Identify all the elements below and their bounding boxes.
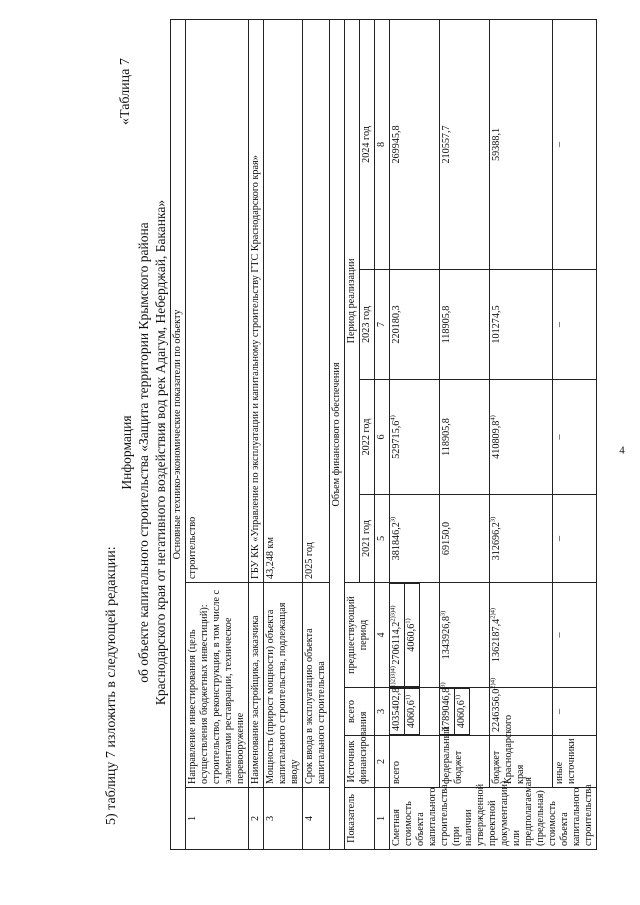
title-line-1: Информация [119, 415, 134, 490]
year-2021-cell-value: 69150,0 [441, 521, 453, 556]
year-2023-cell [440, 270, 490, 380]
info-row [303, 19, 330, 849]
total-cell-extra-note: 1) [454, 694, 462, 701]
col-number: 3 [375, 688, 390, 736]
year-2021-cell [390, 495, 440, 583]
info-num: 4 [303, 788, 330, 850]
info-label: Наименование застройщика, заказчика [249, 583, 264, 788]
previous-cell-extra-value: 4060,6 [406, 623, 417, 652]
info-table [170, 19, 597, 850]
section-financing: Объем финансового обеспечения [330, 19, 345, 849]
year-2022-cell-value: 410809,8 [491, 420, 503, 459]
year-2021-cell-note: 3) [389, 516, 397, 523]
financing-row [440, 19, 490, 849]
year-2024-cell [553, 19, 597, 269]
source-cell: федеральный бюджет [440, 736, 490, 788]
year-2022-cell [490, 380, 553, 495]
year-2023-cell [490, 270, 553, 380]
section-tech-indicators: Основные технико-экономические показатели по объекту [171, 19, 186, 849]
total-cell-note: 3) [439, 682, 447, 688]
source-cell: иные источники [553, 736, 597, 788]
previous-cell [490, 583, 553, 688]
total-cell-note: 2)4) [489, 677, 497, 689]
year-2024-cell-value: 210557,7 [441, 125, 453, 164]
previous-cell [553, 583, 597, 688]
info-row [249, 19, 264, 849]
financing-row [490, 19, 553, 849]
total-cell [489, 677, 553, 736]
total-cell-value: 4035402,8 [391, 687, 402, 731]
total-cell [389, 666, 440, 736]
header-2022: 2022 год [360, 380, 375, 495]
previous-cell-note: 2)4) [489, 607, 497, 619]
year-2022-cell-value: – [554, 434, 566, 440]
total-cell-value: – [554, 708, 566, 715]
header-indicator: Показатель [345, 788, 375, 850]
total-cell-extra-note: 1) [404, 694, 412, 701]
total-cell [553, 688, 597, 736]
total-cell-note: 1)2)3)4) [389, 666, 397, 688]
info-value: 2025 год [303, 19, 330, 582]
info-row [186, 19, 249, 849]
previous-cell-extra-note: 1) [404, 618, 412, 624]
year-2022-cell [390, 380, 440, 495]
header-previous: предшествующий период [345, 583, 375, 688]
year-2021-cell [440, 495, 490, 583]
header-2021: 2021 год [360, 495, 375, 583]
previous-cell-value: – [554, 632, 566, 638]
previous-cell-value: 1362187,4 [491, 618, 503, 663]
year-2022-cell-value: 118905,8 [441, 418, 453, 456]
info-value: 43,248 км [264, 19, 303, 582]
indicator-cell: Сметная стоимость объекта капитального строительства (при наличии утвержденной проектной документации) или предполагаемая (предельная) стоимость объекта капитального строительства [390, 788, 597, 850]
col-number: 2 [375, 736, 390, 788]
previous-cell-note: 2)3)4) [389, 605, 397, 622]
header-total: всего [345, 688, 375, 736]
title-line-2: об объекте капитального строительства «Защита территории Крымского района [136, 222, 151, 683]
info-row [264, 19, 303, 849]
previous-cell-value: 2706114,2 [391, 621, 402, 665]
year-2024-cell [490, 19, 553, 269]
header-source: Источник финансирования [345, 736, 375, 788]
col-number: 5 [375, 495, 390, 583]
financing-row [390, 19, 440, 849]
previous-cell [390, 583, 440, 688]
table-label: «Таблица 7 [118, 58, 133, 125]
col-number: 8 [375, 19, 390, 269]
source-cell: всего [390, 736, 440, 788]
year-2021-cell [490, 495, 553, 583]
col-number: 7 [375, 270, 390, 380]
total-cell-extra-value: 4060,6 [456, 700, 468, 729]
year-2024-cell-value: 59388,1 [491, 127, 503, 161]
info-num: 3 [264, 788, 303, 850]
year-2023-cell [553, 270, 597, 380]
year-2022-cell-note: 4) [489, 415, 497, 421]
year-2023-cell [390, 270, 440, 380]
year-2024-cell [390, 19, 440, 269]
year-2023-cell-value: 101274,5 [491, 305, 503, 344]
intro-text: 5) таблицу 7 изложить в следующей редакции: [104, 546, 119, 825]
col-number: 1 [375, 788, 390, 850]
source-cell: бюджет Краснодарского края [490, 736, 553, 788]
year-2023-cell-value: 118905,8 [441, 305, 453, 344]
year-2021-cell-value: – [554, 535, 566, 542]
title-line-3: Краснодарского края от негативного воздействия вод рек Адагум, Неберджай, Баканка» [153, 199, 168, 706]
year-2024-cell-value: 269945,8 [391, 125, 402, 164]
col-number: 4 [375, 583, 390, 688]
year-2022-cell-note: 4) [389, 415, 397, 421]
year-2022-cell [553, 380, 597, 495]
financing-row [553, 19, 597, 849]
info-label: Направление инвестирования (цель осуществления бюджетных инвестиций): строительство, реконструкция, в том числе с элементами реставрации, техническое перевооружение [186, 583, 249, 788]
info-label: Срок ввода в эксплуатацию объекта капитального строительства [303, 583, 330, 788]
previous-cell-value: 1343926,8 [441, 616, 453, 660]
year-2021-cell-note: 3) [489, 516, 497, 523]
year-2024-cell-value: – [554, 141, 566, 147]
header-2023: 2023 год [360, 270, 375, 380]
year-2021-cell-value: 312696,2 [491, 522, 503, 561]
info-value: ГБУ КК «Управление по эксплуатации и капитальному строительству ГТС Краснодарского края» [249, 19, 264, 582]
year-2024-cell [440, 19, 490, 269]
year-2023-cell-value: – [554, 321, 566, 328]
info-num: 1 [186, 788, 249, 850]
info-num: 2 [249, 788, 264, 850]
total-cell-value: 2246356,0 [491, 688, 503, 732]
year-2021-cell [553, 495, 597, 583]
col-number: 6 [375, 380, 390, 495]
page-number: 4 [619, 444, 625, 457]
total-cell [439, 682, 490, 736]
year-2023-cell-value: 220180,3 [391, 305, 402, 344]
previous-cell [440, 583, 490, 688]
year-2022-cell-value: 529715,6 [391, 420, 402, 459]
year-2021-cell-value: 381846,2 [391, 522, 402, 561]
year-2022-cell [440, 380, 490, 495]
info-value: строительство [186, 19, 249, 582]
previous-cell-note: 3) [439, 610, 447, 617]
info-label: Мощность (прирост мощности) объекта капитального строительства, подлежащая вводу [264, 583, 303, 788]
total-cell-value: 1789046,8 [441, 687, 453, 731]
header-period: Период реализации [345, 19, 360, 582]
header-2024: 2024 год [360, 19, 375, 269]
column-numbers-row [375, 19, 390, 849]
total-cell-extra-value: 4060,6 [406, 700, 417, 729]
